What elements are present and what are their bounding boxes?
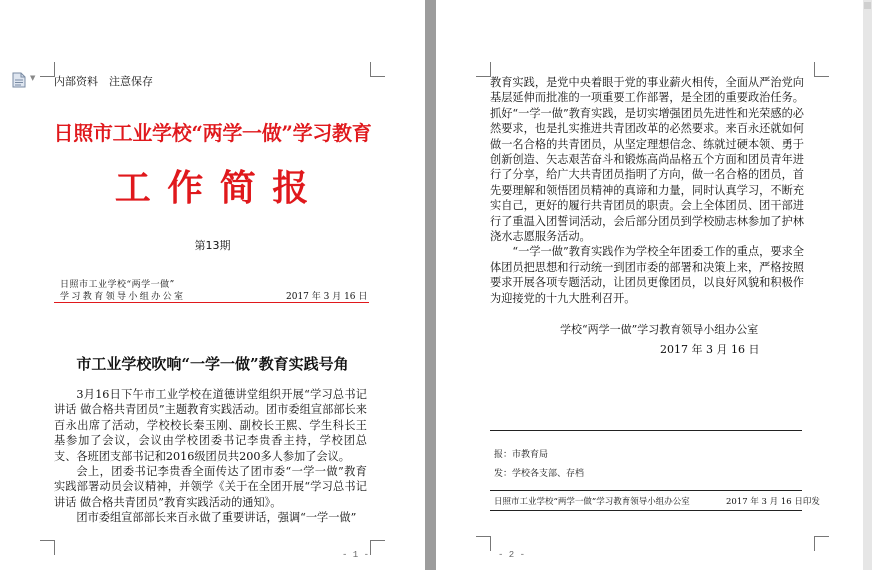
crop-mark-top-right (814, 62, 829, 77)
paragraph: 团市委组宣部部长来百永做了重要讲话，强调“一学一做” (76, 511, 357, 525)
distribution-bottom-line (490, 510, 802, 511)
footer-org: 日照市工业学校“两学一做”学习教育领导小组办公室 (494, 497, 690, 507)
distribution-mid-line (490, 490, 802, 491)
issue-number: 第13期 (194, 239, 231, 252)
issuer-line1: 日照市工业学校“两学一做” (60, 280, 175, 290)
scroll-up-button[interactable] (864, 2, 871, 9)
send-to: 报：市教育局 (494, 450, 549, 460)
dropdown-arrow-icon[interactable]: ▼ (30, 74, 36, 82)
distribute-to: 发：学校各支部、存档 (494, 469, 585, 479)
distribution-top-line (490, 430, 802, 431)
document-page-2 (436, 0, 872, 570)
document-page-1 (0, 0, 425, 570)
crop-mark-bottom-left (40, 540, 55, 555)
signature-date: 2017 年 3 月 16 日 (660, 343, 760, 356)
article-title: 市工业学校吹响“一学一做”教育实践号角 (76, 355, 349, 373)
crop-mark-bottom-right (814, 536, 829, 551)
crop-mark-bottom-left (476, 536, 491, 551)
issue-date: 2017 年 3 月 16 日 (286, 292, 368, 302)
crop-mark-top-left (476, 62, 491, 77)
paragraph: 教育实践，是党中央着眼于党的事业薪火相传，全面从严治党向基层延伸而批准的一项重要工作部署，是全团的重要政治任务。抓好“一学一做”教育实践，是切实增强团员先进性和光荣感的必然要求，也是扎实推进共青团改革的必然要求。来百永还就如何做一名合格的共青团员，从坚定理想信念、练就过硬本领、勇于创新创造、矢志艰苦奋斗和锻炼高尚品格五个方面和团员青年进行了分享，给广大共青团员指明了方向，做一名合格的团员，首先要理解和领悟团员精神的真谛和力量，同时认真学习，不断充实自己，更好的履行共青团员的职责。会上全体团员、团干部进行了重温入团誓词活动，会后部分团员到学校励志林参加了护林浇水志愿服务活动。 (490, 76, 804, 244)
paragraph: “一学一做”教育实践作为学校全年团委工作的重点，要求全体团员把思想和行动统一到团市委的部署和决策上来，严格按照要求开展各项专题活动，让团员更像团员，以良好风貌和积极作为迎接党的十九大胜利召开。 (490, 245, 804, 305)
page-number: - 2 - (498, 550, 526, 560)
crop-mark-top-left (40, 62, 55, 77)
article-body-continued (490, 75, 804, 306)
signature-org: 学校“两学一做”学习教育领导小组办公室 (560, 323, 759, 336)
crop-mark-top-right (370, 62, 385, 77)
paragraph: 会上，团委书记李贵香全面传达了团市委“一学一做”教育实践部署动员会议精神，并领学《关于在全团开展“学习总书记讲话 做合格共青团员”教育实践活动的通知》。 (54, 465, 367, 509)
page-number: - 1 - (342, 550, 370, 560)
bulletin-title-line1: 日照市工业学校“两学一做”学习教育 (53, 121, 372, 145)
red-divider-line (54, 302, 369, 303)
header-note: 内部资料 注意保存 (54, 75, 153, 88)
article-body (54, 387, 367, 526)
paragraph: 3月16日下午市工业学校在道德讲堂组织开展“学习总书记讲话 做合格共青团员”主题教育实践活动。团市委组宣部部长来百永出席了活动，学校校长秦玉刚、副校长王熙、学生科长王基参加了会议，会议由学校团委书记李贵香主持，学校团总支、各班团支部书记和2016级团员共200多人参加了会议。 (54, 388, 367, 463)
issuer-line2: 学习教育领导小组办公室 (60, 292, 186, 302)
vertical-scrollbar[interactable] (863, 0, 872, 570)
bulletin-title-line2: 工 作 简 报 (114, 167, 311, 209)
footer-date: 2017 年 3 月 16 日印发 (726, 497, 820, 507)
document-icon[interactable] (12, 72, 26, 88)
crop-mark-bottom-right (370, 540, 385, 555)
